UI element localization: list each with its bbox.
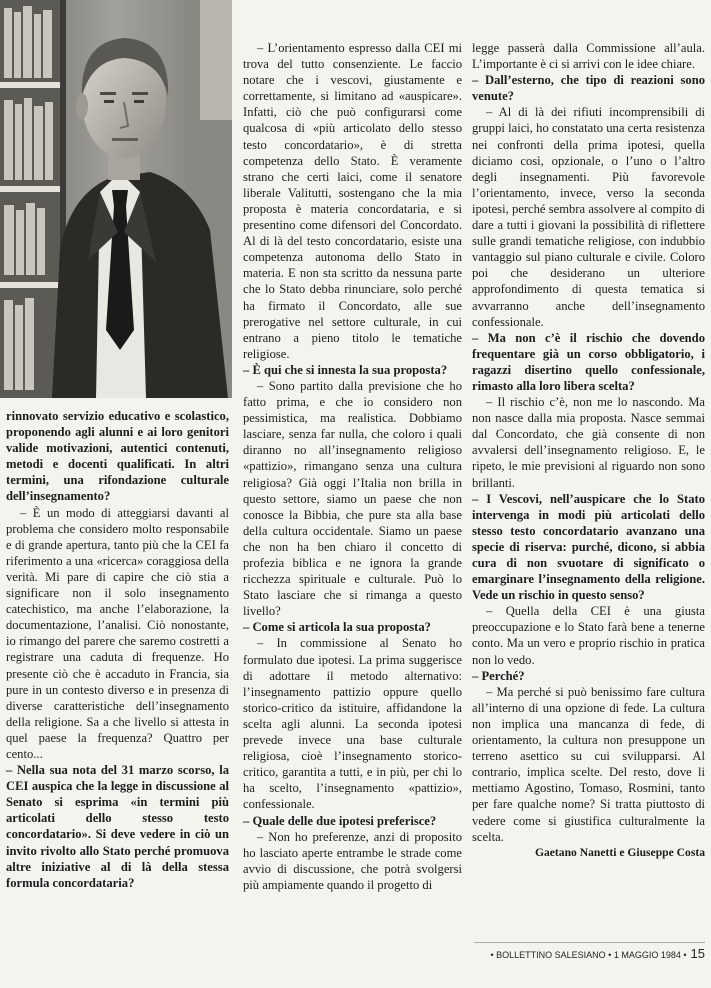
page-number: 15 (690, 946, 705, 961)
question-text: – Nella sua nota del 31 marzo scorso, la CEI auspica che la legge in discussione al Senato si esprima «in termini più articolati dello stesso testo concordatario». Si deve vedere in ciò un invito rivolto allo Stato perché promuova altre iniziative al di là della stessa formula concordataria? (6, 763, 229, 890)
answer-text: – Il rischio c’è, non me lo nascondo. Ma non nasce dalla mia proposta. Nasce semmai dal Concordato, che già consente di non avvalersi dell’insegnamento religioso. E, le ripeto, le mie previsioni al riguardo non sono brillanti. (472, 395, 705, 490)
question-text: – I Vescovi, nell’auspicare che lo Stato intervenga in modi più articolati dello stesso testo concordatario avanzano una specie di riserva: purché, dicono, si abbia cura di non svuotare di significato o emarginare l’insegnamento della religione. Vede un rischio in questo senso? (472, 491, 705, 603)
author-byline: Gaetano Nanetti e Giuseppe Costa (534, 845, 705, 859)
question-text: rinnovato servizio educativo e scolastico, proponendo agli alunni e ai loro genitori valide motivazioni, autentici contenuti, metodi e docenti qualificati. In altri termini, una rifondazione culturale dell’insegnamento? (6, 409, 229, 504)
publication-name: • BOLLETTINO SALESIANO • 1 MAGGIO 1984 • (490, 950, 687, 960)
article-column-middle (243, 40, 462, 893)
question-text: – Perché? (472, 668, 525, 683)
answer-text: – In commissione al Senato ho formulato due ipotesi. La prima suggerisce di adottare il metodo alternativo: l’insegnamento pattizio oppure quello storico-critico da istituire, affidandone la scelta agli alunni. La seconda ipotesi prevede invece una base culturale religiosa, cioè l’insegnamento storico-critico, garantita a tutti, e in più, per chi lo ha scelto, l’insegnamento «pattizio», confessionale. (243, 636, 462, 812)
answer-continuation-text: legge passerà dalla Commissione all’aula. L’importante è ci si arrivi con le idee chiare. (472, 41, 705, 72)
answer-text: – È un modo di atteggiarsi davanti al problema che considero molto responsabile e di grande apertura, tanto più che la CEI fa riferimento a una «ricerca» coraggiosa della verità. Mi pare di capire che ciò stia a significare non il solo insegnamento catechistico, ma anche l’elaborazione, la documentazione, l’analisi. Ciò nonostante, io rimango del parere che saremo costretti a registrare una caduta di frequenze. Ho presente ciò che è accaduto in Francia, sia pure in un contesto diverso e in presenza di diverse caratteristiche dell’insegnamento della religione. Sa a che livello si attesta in quel paese la frequenza? Quattro per cento... (6, 505, 229, 761)
answer-text: – Ma perché si può benissimo fare cultura all’interno di una opzione di fede. La cultura non implica una mancanza di fede, di orientamento, la cultura non presuppone un terreno asettico su cui svilupparsi. Al contrario, implica scelte. Del resto, dove li mettiamo Agostino, Tomaso, Rosmini, tanto per fare qualche nome? Si tratta piuttosto di vedere come si giustifica culturalmente la scelta. (472, 684, 705, 844)
question-text: – Quale delle due ipotesi preferisce? (243, 813, 437, 828)
answer-text: – L’orientamento espresso dalla CEI mi trova del tutto consenziente. Le faccio notare che i vescovi, giustamente e correttamente, si limitano ad «auspicare». Infatti, ciò che può configurarsi come qualcosa di «più articolato dello stesso testo concordatario», è di stretta competenza dello Stato. È veramente strano che certi laici, come il senatore liberale Valitutti, sostengano che la mia proposta è materia concordataria, e si presentino come difensori del Concordato. Al di là del testo concordatario, esiste una competenza autonoma dello Stato in materia. E non sta scritto da nessuna parte che lo Stato debba rinunciare, solo perché ha firmato il Concordato, alle sue prerogative nel settore culturale, in cui entrano a pieno titolo le tematiche religiose. (243, 41, 462, 361)
answer-text: – Sono partito dalla previsione che ho fatto prima, e che io considero non pessimistica, ma realistica. Dobbiamo lasciare, senza far nulla, che coloro i quali diranno no all’insegnamento religioso «pattizio», rimangano senza una cultura religiosa? Già oggi l’Italia non brilla in questo settore, siamo un paese che non conosce la Bibbia, che pure sta alla base della cultura occidentale. Siamo un paese che non ha ben chiaro il concetto di profezia biblica e ne ignora la grande ricchezza spirituale e culturale. Può lo Stato lasciare che si rimanga a questo livello? (243, 378, 462, 619)
question-text: – Come si articola la sua proposta? (243, 620, 431, 635)
article-column-left (6, 408, 229, 891)
answer-text: – Quella della CEI è una giusta preoccupazione e lo Stato farà bene a tenerne conto. Ma un vero e proprio rischio in pratica non lo vedo. (472, 604, 705, 667)
question-text: – È qui che si innesta la sua proposta? (243, 362, 448, 377)
answer-text: – Al di là dei rifiuti incomprensibili di gruppi laici, ho constatato una certa resistenza nei confronti della prima ipotesi, quella diciamo così, opzionale, o l’uno o l’altro degli insegnamenti. Più favorevole l’orientamento, invece, verso la seconda ipotesi, perché sembra assolvere al compito di dare a tutti i giovani la possibilità di riflettere sulle grandi tematiche religiose, con indubbio vantaggio sul piano culturale e civile. Coloro poi che desiderano un ulteriore approfondimento di questa tematica si avvarranno anche dell’insegnamento confessionale. (472, 105, 705, 329)
footer-rule (474, 942, 705, 943)
question-text: – Ma non c’è il rischio che dovendo frequentare già un corso obbligatorio, i ragazzi disertino quello confessionale, rimasto alla loro libera scelta? (472, 330, 705, 393)
page-footer (474, 946, 705, 964)
question-text: – Dall’esterno, che tipo di reazioni sono venute? (472, 73, 705, 104)
article-column-right (472, 40, 705, 861)
portrait-photo (0, 0, 232, 398)
answer-text: – Non ho preferenze, anzi di proposito ho lasciato aperte entrambe le strade come avvio di discussione, che potrà svolgersi più ampiamente quando il progetto di (243, 829, 462, 892)
